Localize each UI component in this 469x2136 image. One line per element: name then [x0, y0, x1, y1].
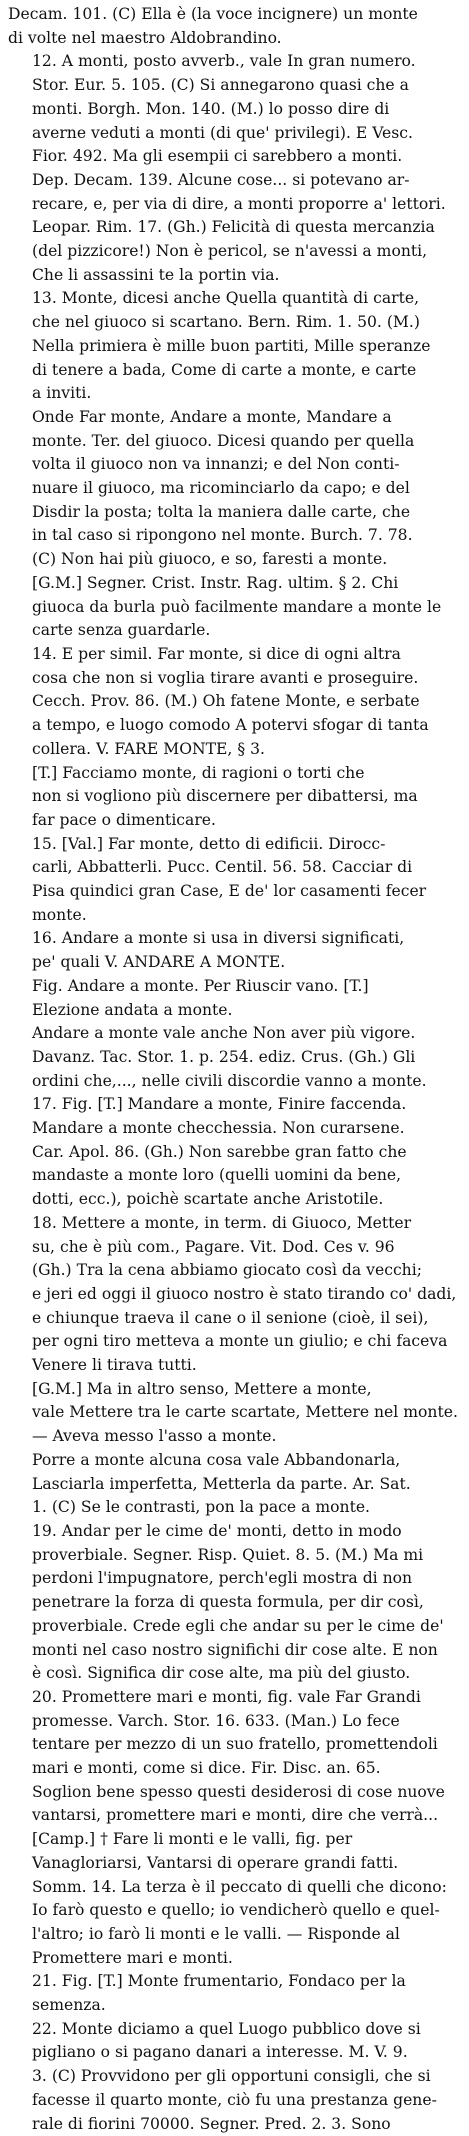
text-line: Promettere mari e monti.: [32, 1948, 233, 1967]
text-line: che nel giuoco si scartano. Bern. Rim. 1. 50. (M.): [32, 313, 420, 332]
text-line: ordini che,..., nelle civili discordie vanno a monte.: [32, 1071, 427, 1090]
text-line: di tenere a bada, Come di carte a monte, e carte: [32, 360, 417, 379]
text-line: proverbiale. Segner. Risp. Quiet. 8. 5. (M.) Ma mi: [32, 1545, 424, 1564]
text-line: Io farò questo e quello; io vendicherò quello e quel-: [32, 1901, 440, 1920]
text-line: Car. Apol. 86. (Gh.) Non sarebbe gran fatto che: [32, 1142, 407, 1161]
text-line: 17. Fig. [T.] Mandare a monte, Finire faccenda.: [32, 1095, 407, 1114]
text-line: Che li assassini te la portin via.: [32, 265, 280, 284]
text-line: 18. Mettere a monte, in term. di Giuoco, Metter: [32, 1213, 412, 1232]
text-line: Mandare a monte checchessia. Non curarsene.: [32, 1119, 405, 1138]
entry-paragraph: [8, 1970, 459, 2017]
text-line: Leopar. Rim. 17. (Gh.) Felicità di questa mercanzia: [32, 218, 435, 237]
text-line: carli, Abbatterli. Pucc. Centil. 56. 58. Cacciar di: [32, 858, 413, 877]
text-line: promesse. Varch. Stor. 16. 633. (Man.) Lo fece: [32, 1711, 400, 1730]
text-line: su, che è più com., Pagare. Vit. Dod. Ces v. 96: [32, 1237, 395, 1256]
entry-paragraph: [8, 1828, 459, 1970]
entry-paragraph: [8, 1212, 459, 1378]
text-line: monte.: [32, 905, 87, 924]
text-line: semenza.: [32, 1996, 106, 2015]
text-line: Stor. Eur. 5. 105. (C) Si annegarono quasi che a: [32, 76, 409, 95]
text-line: e jeri ed oggi il giuoco nostro è stato tirando co' dadi,: [32, 1284, 457, 1303]
text-line: [Camp.] † Fare li monti e le valli, fig. per: [32, 1830, 353, 1849]
text-line: 1. (C) Se le contrasti, pon la pace a monte.: [32, 1498, 371, 1517]
text-line: [G.M.] Ma in altro senso, Mettere a monte,: [32, 1379, 372, 1398]
text-line: l'altro; io farò li monti e le valli. — Risponde al: [32, 1924, 400, 1943]
text-line: è così. Significa dir cose alte, ma più del giusto.: [32, 1664, 411, 1683]
text-line: Decam. 101. (C) Ella è (la voce incignere) un monte: [8, 5, 418, 23]
text-line: 16. Andare a monte si usa in diversi significati,: [32, 929, 405, 948]
text-line: Elezione andata a monte.: [32, 1000, 233, 1019]
text-line: pe' quali V. ANDARE A MONTE.: [32, 953, 286, 972]
text-line: — Aveva messo l'asso a monte.: [32, 1427, 277, 1446]
text-line: Andare a monte vale anche Non aver più vigore.: [32, 1024, 416, 1043]
text-line: 22. Monte diciamo a quel Luogo pubblico dove si: [32, 2019, 421, 2038]
text-line: Fior. 492. Ma gli esempii ci sarebbero a monti.: [32, 147, 403, 166]
text-line: Venere li tirava tutti.: [32, 1356, 197, 1375]
text-line: e chiunque traeva il cane o il senione (cioè, il sei),: [32, 1308, 429, 1327]
entry-paragraph: [8, 50, 459, 287]
entry-paragraph: [8, 1117, 459, 1212]
text-line: (C) Non hai più giuoco, e so, faresti a monte.: [32, 550, 388, 569]
entry-paragraph: [8, 1449, 459, 1520]
text-line: [G.M.] Segner. Crist. Instr. Rag. ultim. § 2. Chi: [32, 573, 399, 592]
text-line: giuoca da burla può facilmente mandare a monte le: [32, 597, 442, 616]
text-line: [T.] Facciamo monte, di ragioni o torti che: [32, 763, 365, 782]
entry-paragraph: [8, 2018, 459, 2136]
entry-paragraph: [8, 406, 459, 643]
entry-paragraph: [8, 3, 459, 50]
text-line: recare, e, per via di dire, a monti proporre a' lettori.: [32, 194, 446, 213]
entry-paragraph: [8, 833, 459, 928]
entry-paragraph: [8, 643, 459, 762]
text-line: pigliano o si pagano danari a interesse. M. V. 9.: [32, 2043, 408, 2062]
text-line: monti nel caso nostro significhi dir cose alte. E non: [32, 1640, 438, 1659]
text-line: di volte nel maestro Aldobrandino.: [8, 28, 282, 47]
entry-paragraph: [8, 287, 459, 406]
entry-paragraph: [8, 1686, 459, 1828]
text-line: penetrare la forza di questa formula, per dir così,: [32, 1593, 424, 1612]
text-line: 21. Fig. [T.] Monte frumentario, Fondaco per la: [32, 1972, 406, 1991]
text-line: 3. (C) Provvidono per gli opportuni consigli, che si: [32, 2067, 431, 2086]
entry-paragraph: [8, 1022, 459, 1093]
text-line: proverbiale. Crede egli che andar su per le cime de': [32, 1616, 444, 1635]
text-line: vale Mettere tra le carte scartate, Mettere nel monte.: [32, 1403, 458, 1422]
text-line: monti. Borgh. Mon. 140. (M.) lo posso dire di: [32, 99, 390, 118]
text-line: volta il giuoco non va innanzi; e del Non conti-: [32, 455, 400, 474]
entry-paragraph: [8, 927, 459, 974]
text-line: vantarsi, promettere mari e monti, dire che verrà...: [32, 1806, 439, 1825]
text-line: 20. Promettere mari e monti, fig. vale Far Grandi: [32, 1687, 421, 1706]
text-line: tentare per mezzo di un suo fratello, promettendoli: [32, 1735, 438, 1754]
entry-paragraph: [8, 1378, 459, 1449]
text-line: (del pizzicore!) Non è pericol, se n'avessi a monti,: [32, 242, 428, 261]
text-line: a tempo, e luogo comodo A potervi sfogar di tanta: [32, 716, 429, 735]
text-line: monte. Ter. del giuoco. Dicesi quando per quella: [32, 431, 415, 450]
text-line: averne veduti a monti (di que' privilegi). E Vesc.: [32, 123, 413, 142]
text-line: Lasciarla imperfetta, Metterla da parte. Ar. Sat.: [32, 1474, 411, 1493]
text-line: Cecch. Prov. 86. (M.) Oh fatene Monte, e serbate: [32, 692, 420, 711]
text-line: far pace o dimenticare.: [32, 810, 216, 829]
text-line: perdoni l'impugnatore, perch'egli mostra di non: [32, 1569, 413, 1588]
text-line: Somm. 14. La terza è il peccato di quelli che dicono:: [32, 1877, 447, 1896]
text-line: mandaste a monte loro (quelli uomini da bene,: [32, 1166, 402, 1185]
text-line: Nella primiera è mille buon partiti, Mille speranze: [32, 336, 431, 355]
text-line: per ogni tiro metteva a monte un giulio; e chi faceva: [32, 1332, 448, 1351]
entry-paragraph: [8, 762, 459, 833]
text-line: Pisa quindici gran Case, E de' lor casamenti fecer: [32, 882, 427, 901]
entry-paragraph: [8, 1093, 459, 1117]
text-line: facesse il quarto monte, ciò fu una prestanza gene-: [32, 2090, 437, 2109]
text-line: Disdir la posta; tolta la maniera dalle carte, che: [32, 502, 411, 521]
text-line: Fig. Andare a monte. Per Riuscir vano. [T.]: [32, 976, 369, 995]
text-line: Dep. Decam. 139. Alcune cose... si potevano ar-: [32, 170, 410, 189]
entry-paragraph: [8, 975, 459, 1022]
text-line: (Gh.) Tra la cena abbiamo giocato così da vecchi;: [32, 1261, 422, 1280]
text-line: Soglion bene spesso questi desiderosi di cose nuove: [32, 1782, 445, 1801]
text-line: cosa che non si voglia tirare avanti e proseguire.: [32, 668, 419, 687]
text-line: mari e monti, come si dice. Fir. Disc. an. 65.: [32, 1759, 381, 1778]
text-line: carte senza guardarle.: [32, 621, 211, 640]
text-line: non si vogliono più discernere per dibattersi, ma: [32, 787, 418, 806]
text-line: Onde Far monte, Andare a monte, Mandare a: [32, 407, 392, 426]
text-line: collera. V. FARE MONTE, § 3.: [32, 739, 265, 758]
text-line: 19. Andar per le cime de' monti, detto in modo: [32, 1522, 402, 1540]
text-line: 15. [Val.] Far monte, detto di edificii. Dirocc-: [32, 834, 386, 853]
text-line: nuare il giuoco, ma ricominciarlo da capo; e del: [32, 479, 410, 498]
text-line: dotti, ecc.), poichè scartate anche Aristotile.: [32, 1190, 384, 1209]
text-line: 14. E per simil. Far monte, si dice di ogni altra: [32, 644, 401, 663]
text-line: a inviti.: [32, 384, 92, 403]
text-line: Davanz. Tac. Stor. 1. p. 254. ediz. Crus. (Gh.) Gli: [32, 1047, 416, 1066]
entry-paragraph: [8, 1520, 459, 1686]
text-line: rale di fiorini 70000. Segner. Pred. 2. 3. Sono: [32, 2114, 391, 2133]
text-line: in tal caso si ripongono nel monte. Burch. 7. 78.: [32, 526, 413, 545]
text-line: 12. A monti, posto avverb., vale In gran numero.: [32, 52, 416, 71]
text-line: Porre a monte alcuna cosa vale Abbandonarla,: [32, 1450, 401, 1469]
text-line: 13. Monte, dicesi anche Quella quantità di carte,: [32, 289, 420, 308]
text-line: Vanagloriarsi, Vantarsi di operare grandi fatti.: [32, 1853, 399, 1872]
